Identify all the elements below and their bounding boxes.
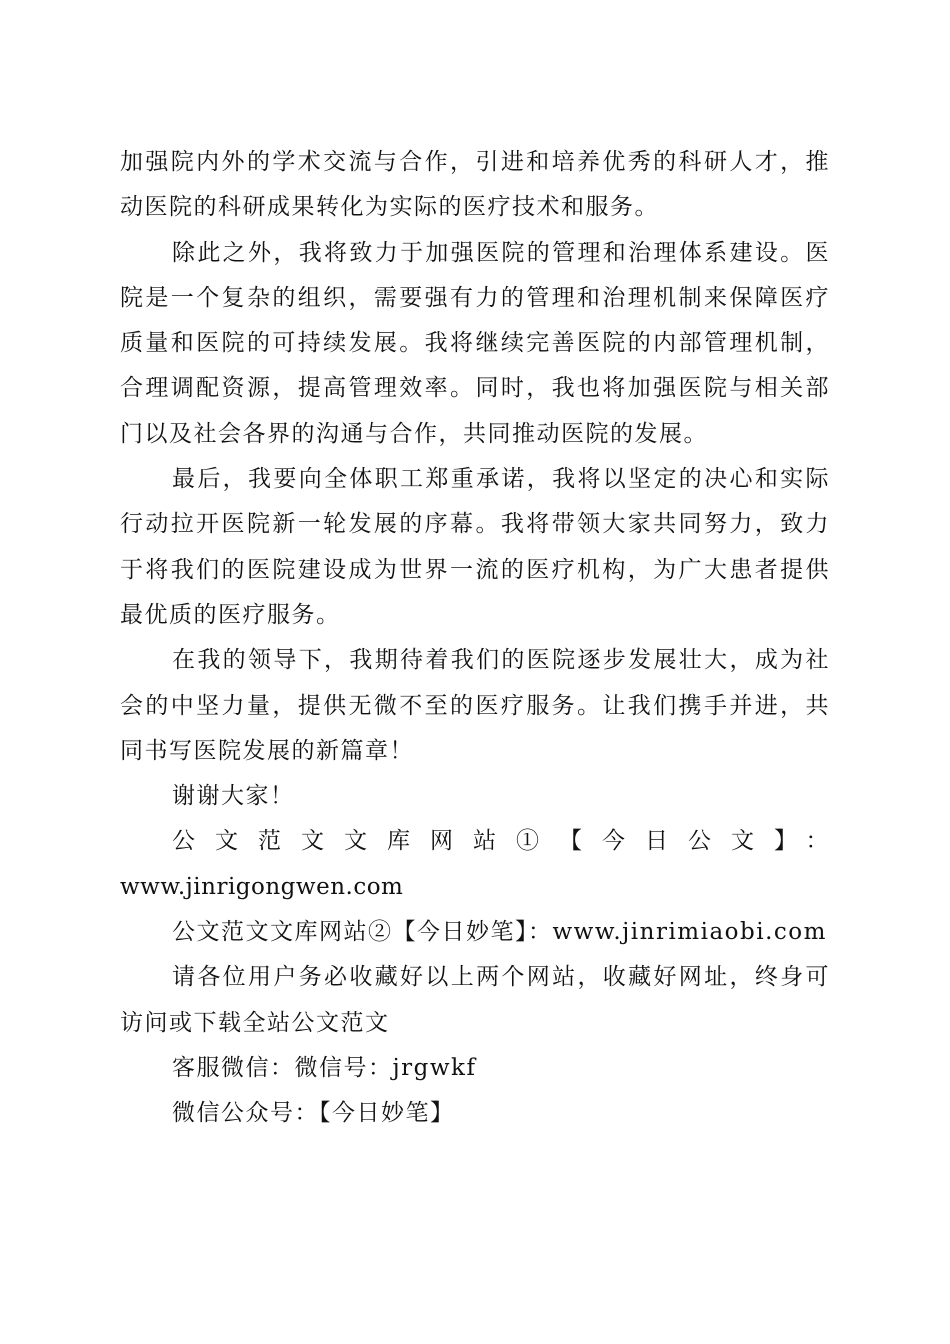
service-wechat: 客服微信：微信号：jrgwkf <box>172 1054 477 1081</box>
document-body <box>120 140 830 1137</box>
paragraph-research-cooperation: 加强院内外的学术交流与合作，引进和培养优秀的科研人才，推动医院的科研成果转化为实际的医疗技术和服务。 <box>120 149 830 221</box>
bookmark-notice: 请各位用户务必收藏好以上两个网站，收藏好网址，终身可访问或下载全站公文范文 <box>120 964 830 1036</box>
paragraph-commitment: 最后，我要向全体职工郑重承诺，我将以坚定的决心和实际行动拉开医院新一轮发展的序幕。我将带领大家共同努力，致力于将我们的医院建设成为世界一流的医疗机构，为广大患者提供最优质的医疗服务。 <box>120 466 830 628</box>
site-2-line: 公文范文文库网站②【今日妙笔】：www.jinrimiaobi.com <box>172 919 827 946</box>
paragraph-outlook: 在我的领导下，我期待着我们的医院逐步发展壮大，成为社会的中坚力量，提供无微不至的医疗服务。让我们携手并进，共同书写医院发展的新篇章！ <box>120 647 830 764</box>
paragraph-thanks: 谢谢大家！ <box>172 783 295 810</box>
official-account: 微信公众号：【今日妙笔】 <box>172 1100 455 1127</box>
paragraph-management: 除此之外，我将致力于加强医院的管理和治理体系建设。医院是一个复杂的组织，需要强有力的管理和治理机制来保障医疗质量和医院的可持续发展。我将继续完善医院的内部管理机制，合理调配资源，提高管理效率。同时，我也将加强医院与相关部门以及社会各界的沟通与合作，共同推动医院的发展。 <box>120 239 830 447</box>
site-1-url: www.jinrigongwen.com <box>120 873 404 900</box>
site-1-label: 公文范文文库网站①【今日公文】： <box>172 828 830 855</box>
site-1-line <box>120 819 830 910</box>
